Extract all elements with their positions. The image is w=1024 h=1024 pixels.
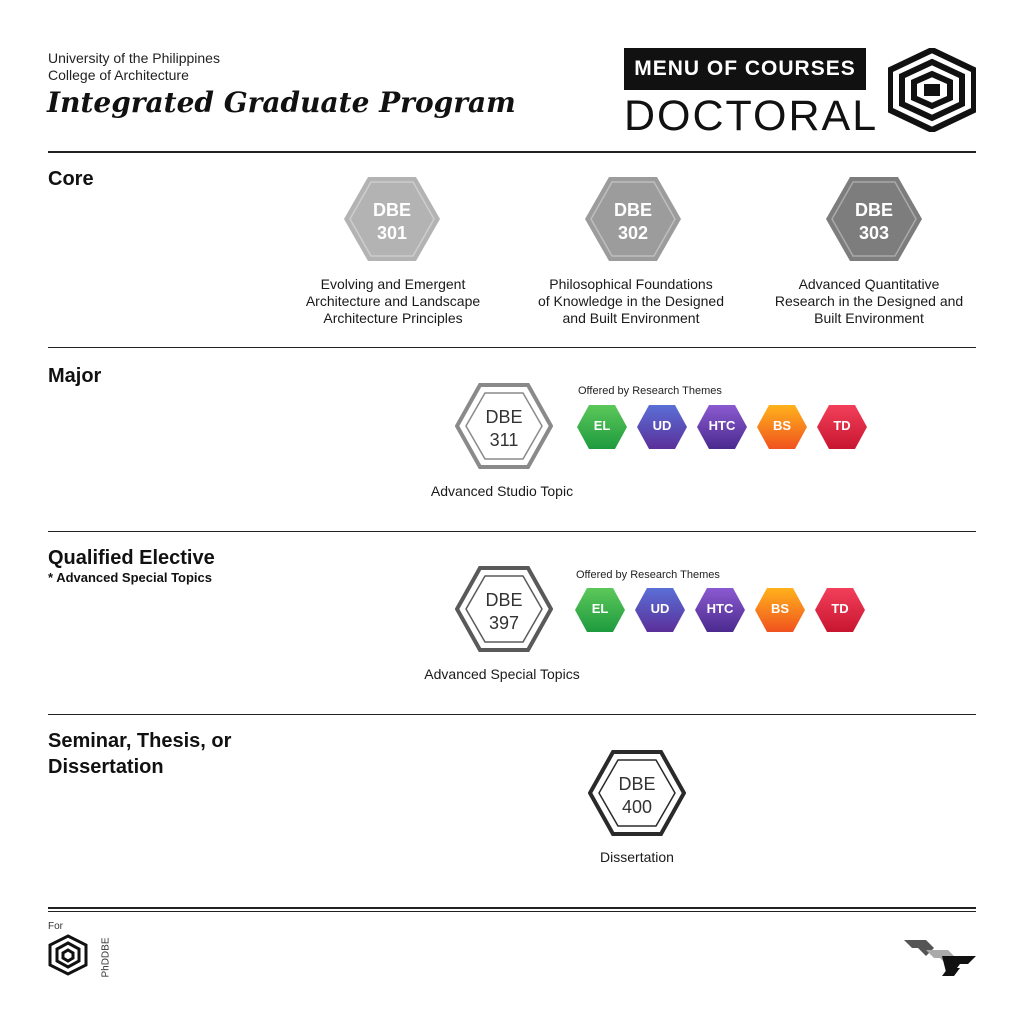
college-emblem-icon [904,938,976,976]
section-divider [48,531,976,532]
course-name-line: Built Environment [814,310,924,326]
course-code-line1: DBE [372,200,411,220]
theme-hex-ud [635,588,685,632]
college-name: College of Architecture [48,67,189,83]
theme-label: TD [831,601,849,616]
course-hex-dbe-301 [343,176,441,262]
course-code-line2: 303 [858,223,890,243]
course-name-line: Architecture Principles [323,310,463,326]
offered-by-label: Offered by Research Themes [576,569,720,581]
level-title: DOCTORAL [624,92,879,140]
theme-hex-htc [697,405,747,449]
course-hex-dbe-397 [455,566,553,652]
theme-hex-el [577,405,627,449]
course-name-dbe-303 [759,276,979,327]
theme-label: HTC [708,418,736,433]
course-code-line1: DBE [618,774,656,794]
theme-label: EL [591,601,609,616]
course-name-line: Philosophical Foundations [549,276,713,292]
course-hex-dbe-302 [584,176,682,262]
course-code-line2: 302 [617,223,649,243]
theme-label: EL [593,418,611,433]
course-name-dbe-301 [283,276,503,327]
theme-label: UD [652,418,672,433]
theme-label: TD [833,418,851,433]
course-hex-dbe-303 [825,176,923,262]
theme-label: BS [772,418,792,433]
footer-for-label: For [48,921,63,932]
section-title-elective: Qualified Elective [48,547,215,569]
course-code-line1: DBE [613,200,652,220]
course-code-line2: 397 [488,613,520,633]
theme-label: HTC [706,601,734,616]
course-name-line: Architecture and Landscape [305,293,481,309]
course-name-dbe-302 [521,276,741,327]
theme-hex-bs [757,405,807,449]
course-code-line2: 400 [621,797,653,817]
header-divider [48,151,976,153]
theme-hex-ud [637,405,687,449]
theme-hex-htc [695,588,745,632]
theme-hex-td [815,588,865,632]
footer-divider-thin [48,911,976,912]
menu-of-courses-badge [624,48,866,90]
section-title-core: Core [48,168,94,190]
program-title: Integrated Graduate Program [47,86,516,119]
course-name-dbe-397: Advanced Special Topics [424,666,580,682]
course-code-line2: 311 [489,430,519,450]
course-name-dbe-400: Dissertation [600,849,674,865]
footer-hexagon-logo [48,934,88,976]
course-hex-dbe-400 [588,750,686,836]
course-hex-dbe-311 [455,383,553,469]
theme-label: UD [650,601,670,616]
theme-hex-td [817,405,867,449]
section-divider [48,347,976,348]
course-code-line2: 301 [376,223,408,243]
offered-by-label: Offered by Research Themes [578,385,722,397]
course-code-line1: DBE [485,590,523,610]
course-name-line: and Built Environment [562,310,700,326]
footer-divider [48,907,976,909]
section-title-dissertation-line2: Dissertation [48,756,164,778]
course-name-line: of Knowledge in the Designed [537,293,725,309]
theme-label: BS [770,601,790,616]
section-note-elective: * Advanced Special Topics [48,570,212,585]
course-name-line: Research in the Designed and [774,293,964,309]
section-title-dissertation-line1: Seminar, Thesis, or [48,730,232,752]
section-divider [48,714,976,715]
course-name-line: Evolving and Emergent [320,276,466,292]
concentric-hexagon-logo [888,48,976,132]
theme-hex-bs [755,588,805,632]
university-name: University of the Philippines [48,50,220,66]
course-code-line1: DBE [854,200,893,220]
footer-program-tag: PhDDBE [100,937,112,978]
theme-hex-el [575,588,625,632]
menu-label: MENU OF COURSES [634,57,856,80]
section-title-major: Major [48,365,102,387]
course-name-dbe-311: Advanced Studio Topic [430,483,574,499]
course-name-line: Advanced Quantitative [798,276,940,292]
course-code-line1: DBE [485,407,523,427]
